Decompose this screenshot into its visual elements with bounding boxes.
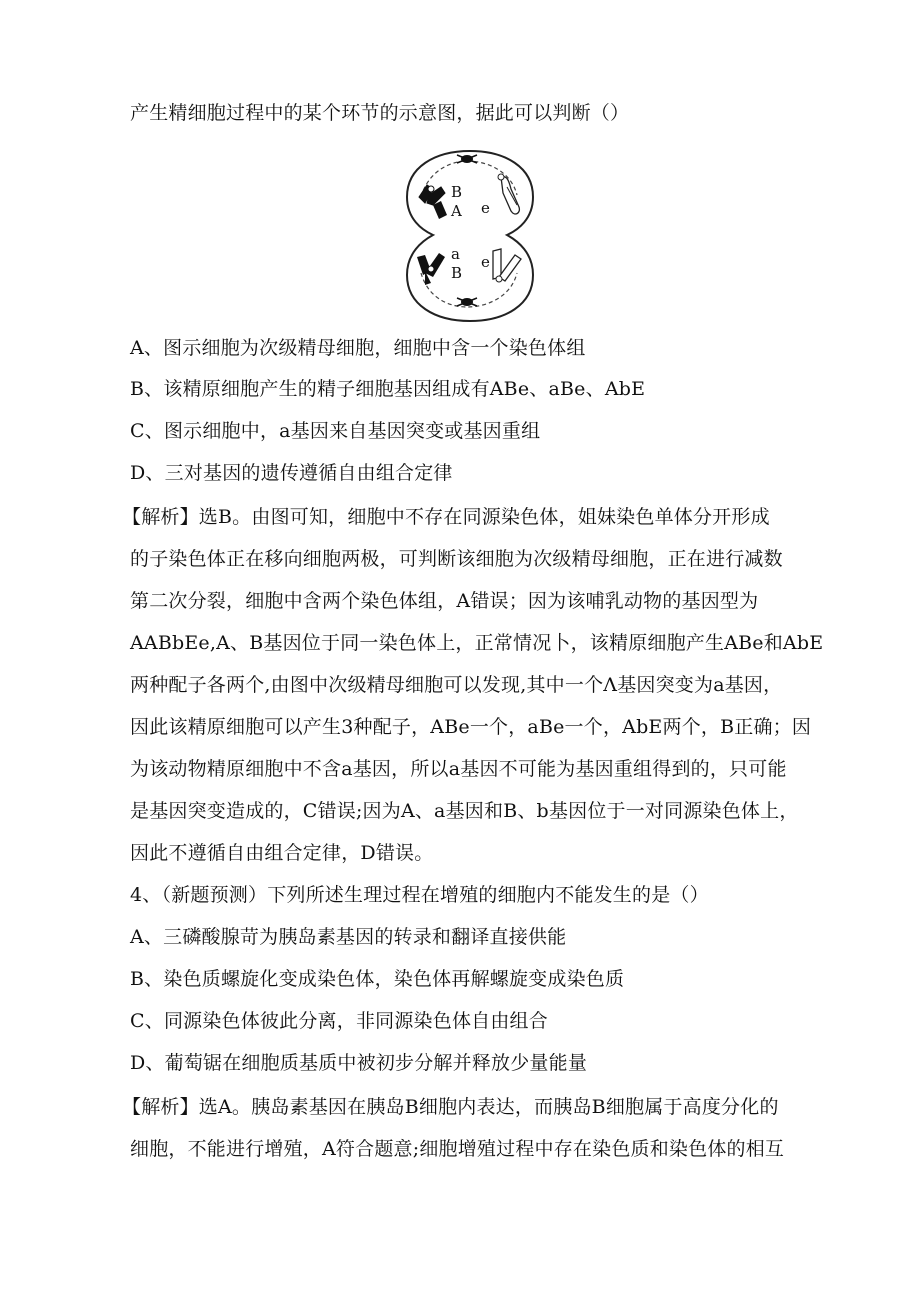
q3-analysis-line: 的子染色体正在移向细胞两极，可判断该细胞为次级精母细胞，正在进行减数 [130,548,783,570]
q3-option-b: B、该精原细胞产生的精子细胞基因组成有ABe、aBe、AbE [130,378,646,400]
q3-analysis-line: 为该动物精原细胞中不含a基因，所以a基因不可能为基因重组得到的，只可能 [130,758,787,780]
upper-left-chromosomes [419,185,447,219]
label-upper-e: e [481,199,490,217]
q3-option-a: A、图示细胞为次级精母细胞，细胞中含一个染色体组 [130,337,586,359]
q3-analysis-line: 因此该精原细胞可以产生3种配子，ABe一个，aBe一个，AbE两个，B正确；因 [130,716,812,738]
q4-option-d: D、葡萄锯在细胞质基质中被初步分解并释放少量能量 [130,1052,588,1074]
q3-option-d: D、三对基因的遗传遵循自由组合定律 [130,462,453,484]
cell-division-figure [395,145,545,325]
q4-option-a: A、三磷酸腺苛为胰岛素基因的转录和翻译直接供能 [130,926,567,948]
upper-centrosome [457,155,477,163]
q3-analysis-line: 两种配子各两个,由图中次级精母细胞可以发现,其中一个Λ基因突变为a基因， [130,674,783,696]
question3-stem-tail: 产生精细胞过程中的某个环节的示意图，据此可以判断（） [130,102,630,124]
q3-analysis-line: 是基因突变造成的，C错误;因为A、a基因和B、b基因位于一对同源染色体上， [130,800,799,822]
label-upper-B: B [451,183,463,201]
q3-analysis-line: 【解析】选B。由图可知，细胞中不存在同源染色体，姐妹染色单体分开形成 [122,506,770,528]
q4-analysis-line: 细胞，不能进行增殖，A符合题意;细胞增殖过程中存在染色质和染色体的相互 [130,1138,785,1160]
q4-option-c: C、同源染色体彼此分离，非同源染色体自由组合 [130,1010,548,1032]
q4-analysis-line: 【解析】选A。胰岛素基因在胰岛B细胞内表达，而胰岛B细胞属于高度分化的 [122,1096,779,1118]
label-lower-B: B [451,264,463,282]
q4-option-b: B、染色质螺旋化变成染色体，染色体再解螺旋变成染色质 [130,968,625,990]
lower-left-chromosomes [417,253,445,285]
label-upper-A: A [451,202,462,220]
cell-diagram [395,145,545,325]
q3-analysis-line: AABbEe,A、B基因位于同一染色体上，正常情况卜，该精原细胞产生ABe和AbE [130,632,824,654]
question4-stem: 4、（新题预测）下列所述生理过程在增殖的细胞内不能发生的是（） [130,884,709,906]
lower-right-chromosomes [493,249,521,282]
cell-membrane [407,151,533,321]
label-lower-e: e [481,253,490,271]
q3-analysis-line: 因此不遵循自由组合定律，D错误。 [130,842,434,864]
q3-analysis-line: 第二次分裂，细胞中含两个染色体组，A错误；因为该哺乳动物的基因型为 [130,590,759,612]
label-lower-a: a [451,245,460,263]
q3-option-c: C、图示细胞中，a基因来自基因突变或基因重组 [130,420,541,442]
lower-centrosome [457,298,477,306]
